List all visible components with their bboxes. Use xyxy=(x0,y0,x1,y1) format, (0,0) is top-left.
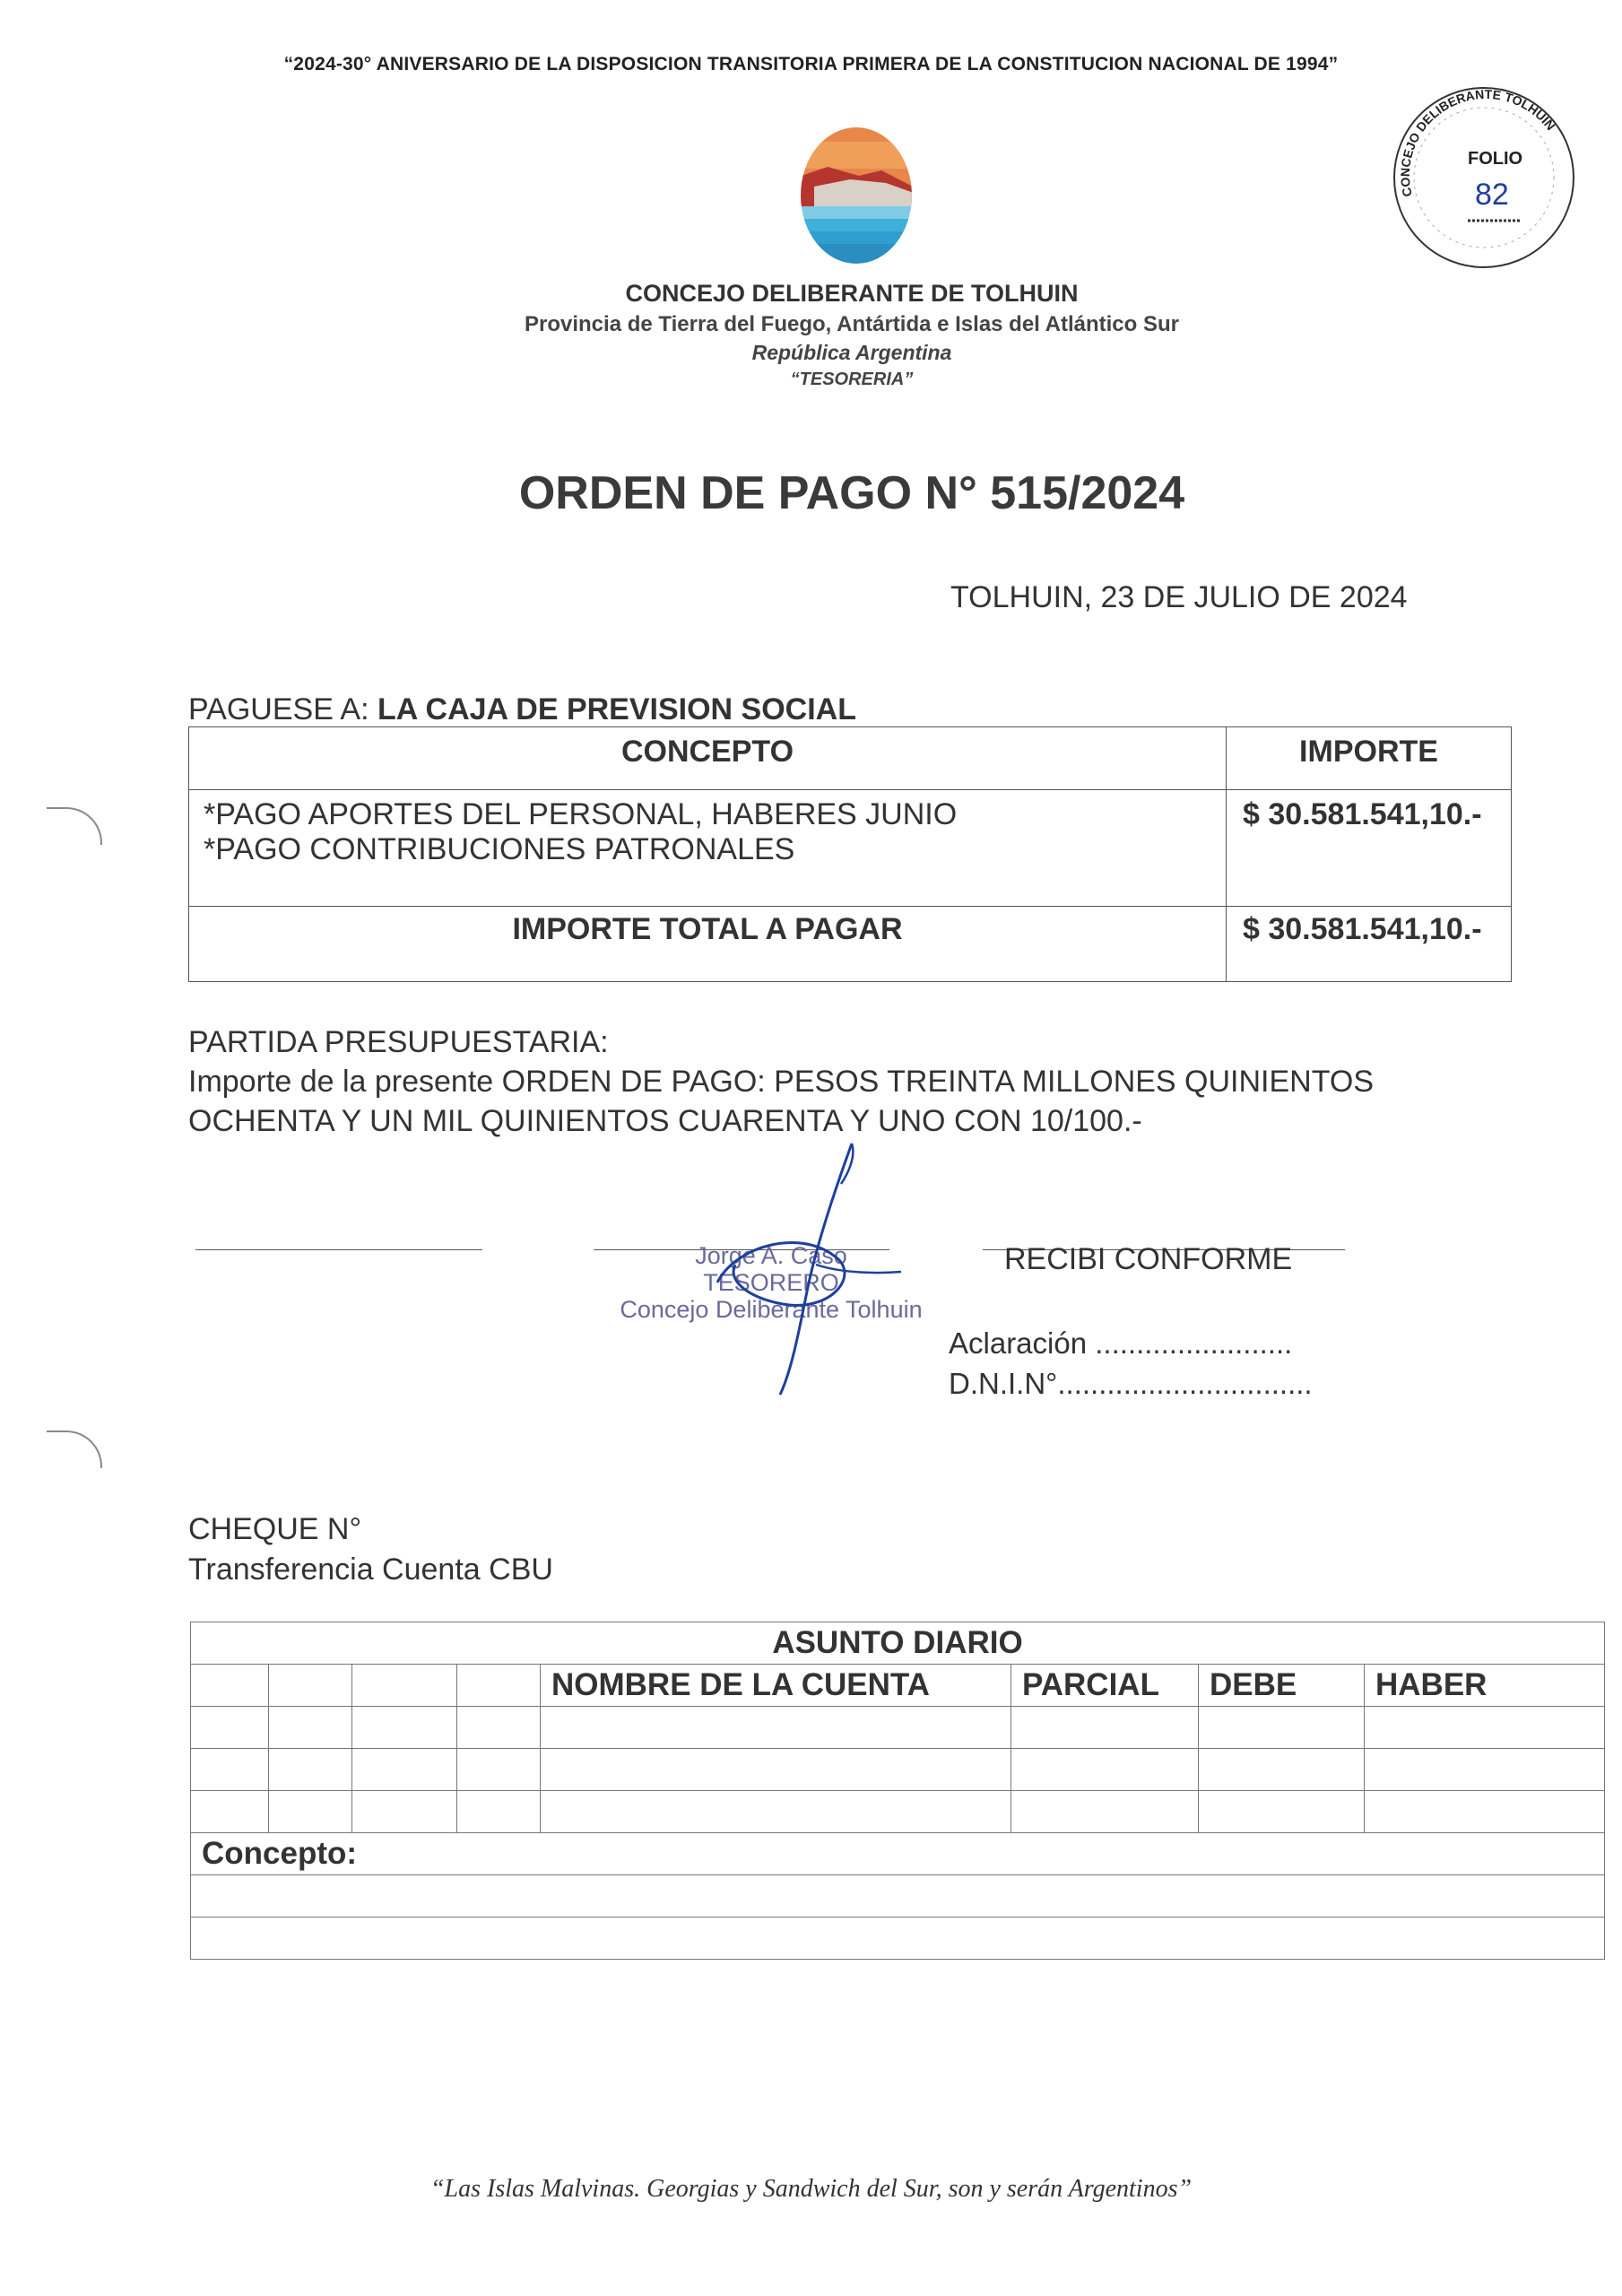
treasurer-role: TESORERO xyxy=(703,1269,839,1296)
total-label: IMPORTE TOTAL A PAGAR xyxy=(189,907,1227,982)
signature-line-1 xyxy=(195,1249,482,1250)
partida-block xyxy=(188,1022,1374,1141)
payment-table xyxy=(188,726,1512,982)
document-title: ORDEN DE PAGO N° 515/2024 xyxy=(518,467,1185,519)
footer-motto: “Las Islas Malvinas. Georgias y Sandwich del Sur, son y serán Argentinos” xyxy=(429,2175,1193,2203)
table-row xyxy=(191,1707,1605,1749)
total-amount: $ 30.581.541,10.- xyxy=(1227,907,1512,982)
concept-line-1: *PAGO APORTES DEL PERSONAL, HABERES JUNIO xyxy=(204,797,958,831)
concept-cell xyxy=(189,790,1227,907)
punch-hole-mark xyxy=(47,807,102,845)
transfer-label: Transferencia Cuenta CBU xyxy=(188,1552,553,1587)
payee-name: LA CAJA DE PREVISION SOCIAL xyxy=(377,692,857,726)
table-row xyxy=(191,1875,1605,1918)
partida-line-1: Importe de la presente ORDEN DE PAGO: PESOS TREINTA MILLONES QUINIENTOS xyxy=(188,1065,1374,1099)
cheque-label: CHEQUE N° xyxy=(188,1512,362,1546)
handwritten-signature xyxy=(681,1139,915,1399)
concepto-label: Concepto: xyxy=(191,1833,1605,1875)
payee-line xyxy=(188,692,856,727)
org-province: Provincia de Tierra del Fuego, Antártida e Islas del Atlántico Sur xyxy=(525,312,1179,336)
recibi-conforme: RECIBI CONFORME xyxy=(1004,1242,1293,1276)
col-haber: HABER xyxy=(1365,1665,1605,1707)
aclaracion-field: Aclaración ........................ xyxy=(949,1326,1293,1360)
stamp-folio-number: 82 xyxy=(1475,178,1509,212)
header-banner: “2024-30° ANIVERSARIO DE LA DISPOSICION TRANSITORIA PRIMERA DE LA CONSTITUCION NACIONAL DE 1994” xyxy=(283,54,1339,74)
stamp-arc-text: CONCEJO DELIBERANTE TOLHUIN xyxy=(1397,86,1558,198)
document-date: TOLHUIN, 23 DE JULIO DE 2024 xyxy=(950,580,1408,614)
dni-field: D.N.I.N°............................... xyxy=(949,1367,1313,1400)
treasurer-name: Jorge A. Caso xyxy=(695,1242,847,1269)
diario-title: ASUNTO DIARIO xyxy=(191,1622,1605,1665)
punch-hole-mark xyxy=(47,1431,102,1468)
concept-line-2: *PAGO CONTRIBUCIONES PATRONALES xyxy=(204,832,795,866)
col-concepto: CONCEPTO xyxy=(189,727,1227,790)
org-name: CONCEJO DELIBERANTE DE TOLHUIN xyxy=(625,280,1079,307)
col-parcial: PARCIAL xyxy=(1011,1665,1199,1707)
col-nombre-cuenta: NOMBRE DE LA CUENTA xyxy=(541,1665,1011,1707)
receipt-fields xyxy=(949,1323,1313,1404)
col-debe: DEBE xyxy=(1199,1665,1365,1707)
treasurer-office: Concejo Deliberante Tolhuin xyxy=(620,1296,923,1323)
payee-label: PAGUESE A: xyxy=(188,692,378,726)
table-row xyxy=(191,1791,1605,1833)
asunto-diario-table xyxy=(190,1622,1605,1960)
amount-cell: $ 30.581.541,10.- xyxy=(1227,790,1512,907)
payment-method xyxy=(188,1509,553,1590)
folio-stamp xyxy=(1385,79,1583,276)
table-row xyxy=(191,1918,1605,1960)
stamp-folio-label: FOLIO xyxy=(1468,149,1523,169)
partida-label: PARTIDA PRESUPUESTARIA: xyxy=(188,1025,609,1059)
table-row xyxy=(191,1749,1605,1791)
org-republic: República Argentina xyxy=(751,341,952,364)
col-importe: IMPORTE xyxy=(1227,727,1512,790)
partida-line-2: OCHENTA Y UN MIL QUINIENTOS CUARENTA Y UNO CON 10/100.- xyxy=(188,1104,1142,1138)
org-office: “TESORERIA” xyxy=(790,370,914,389)
council-logo xyxy=(796,124,916,267)
